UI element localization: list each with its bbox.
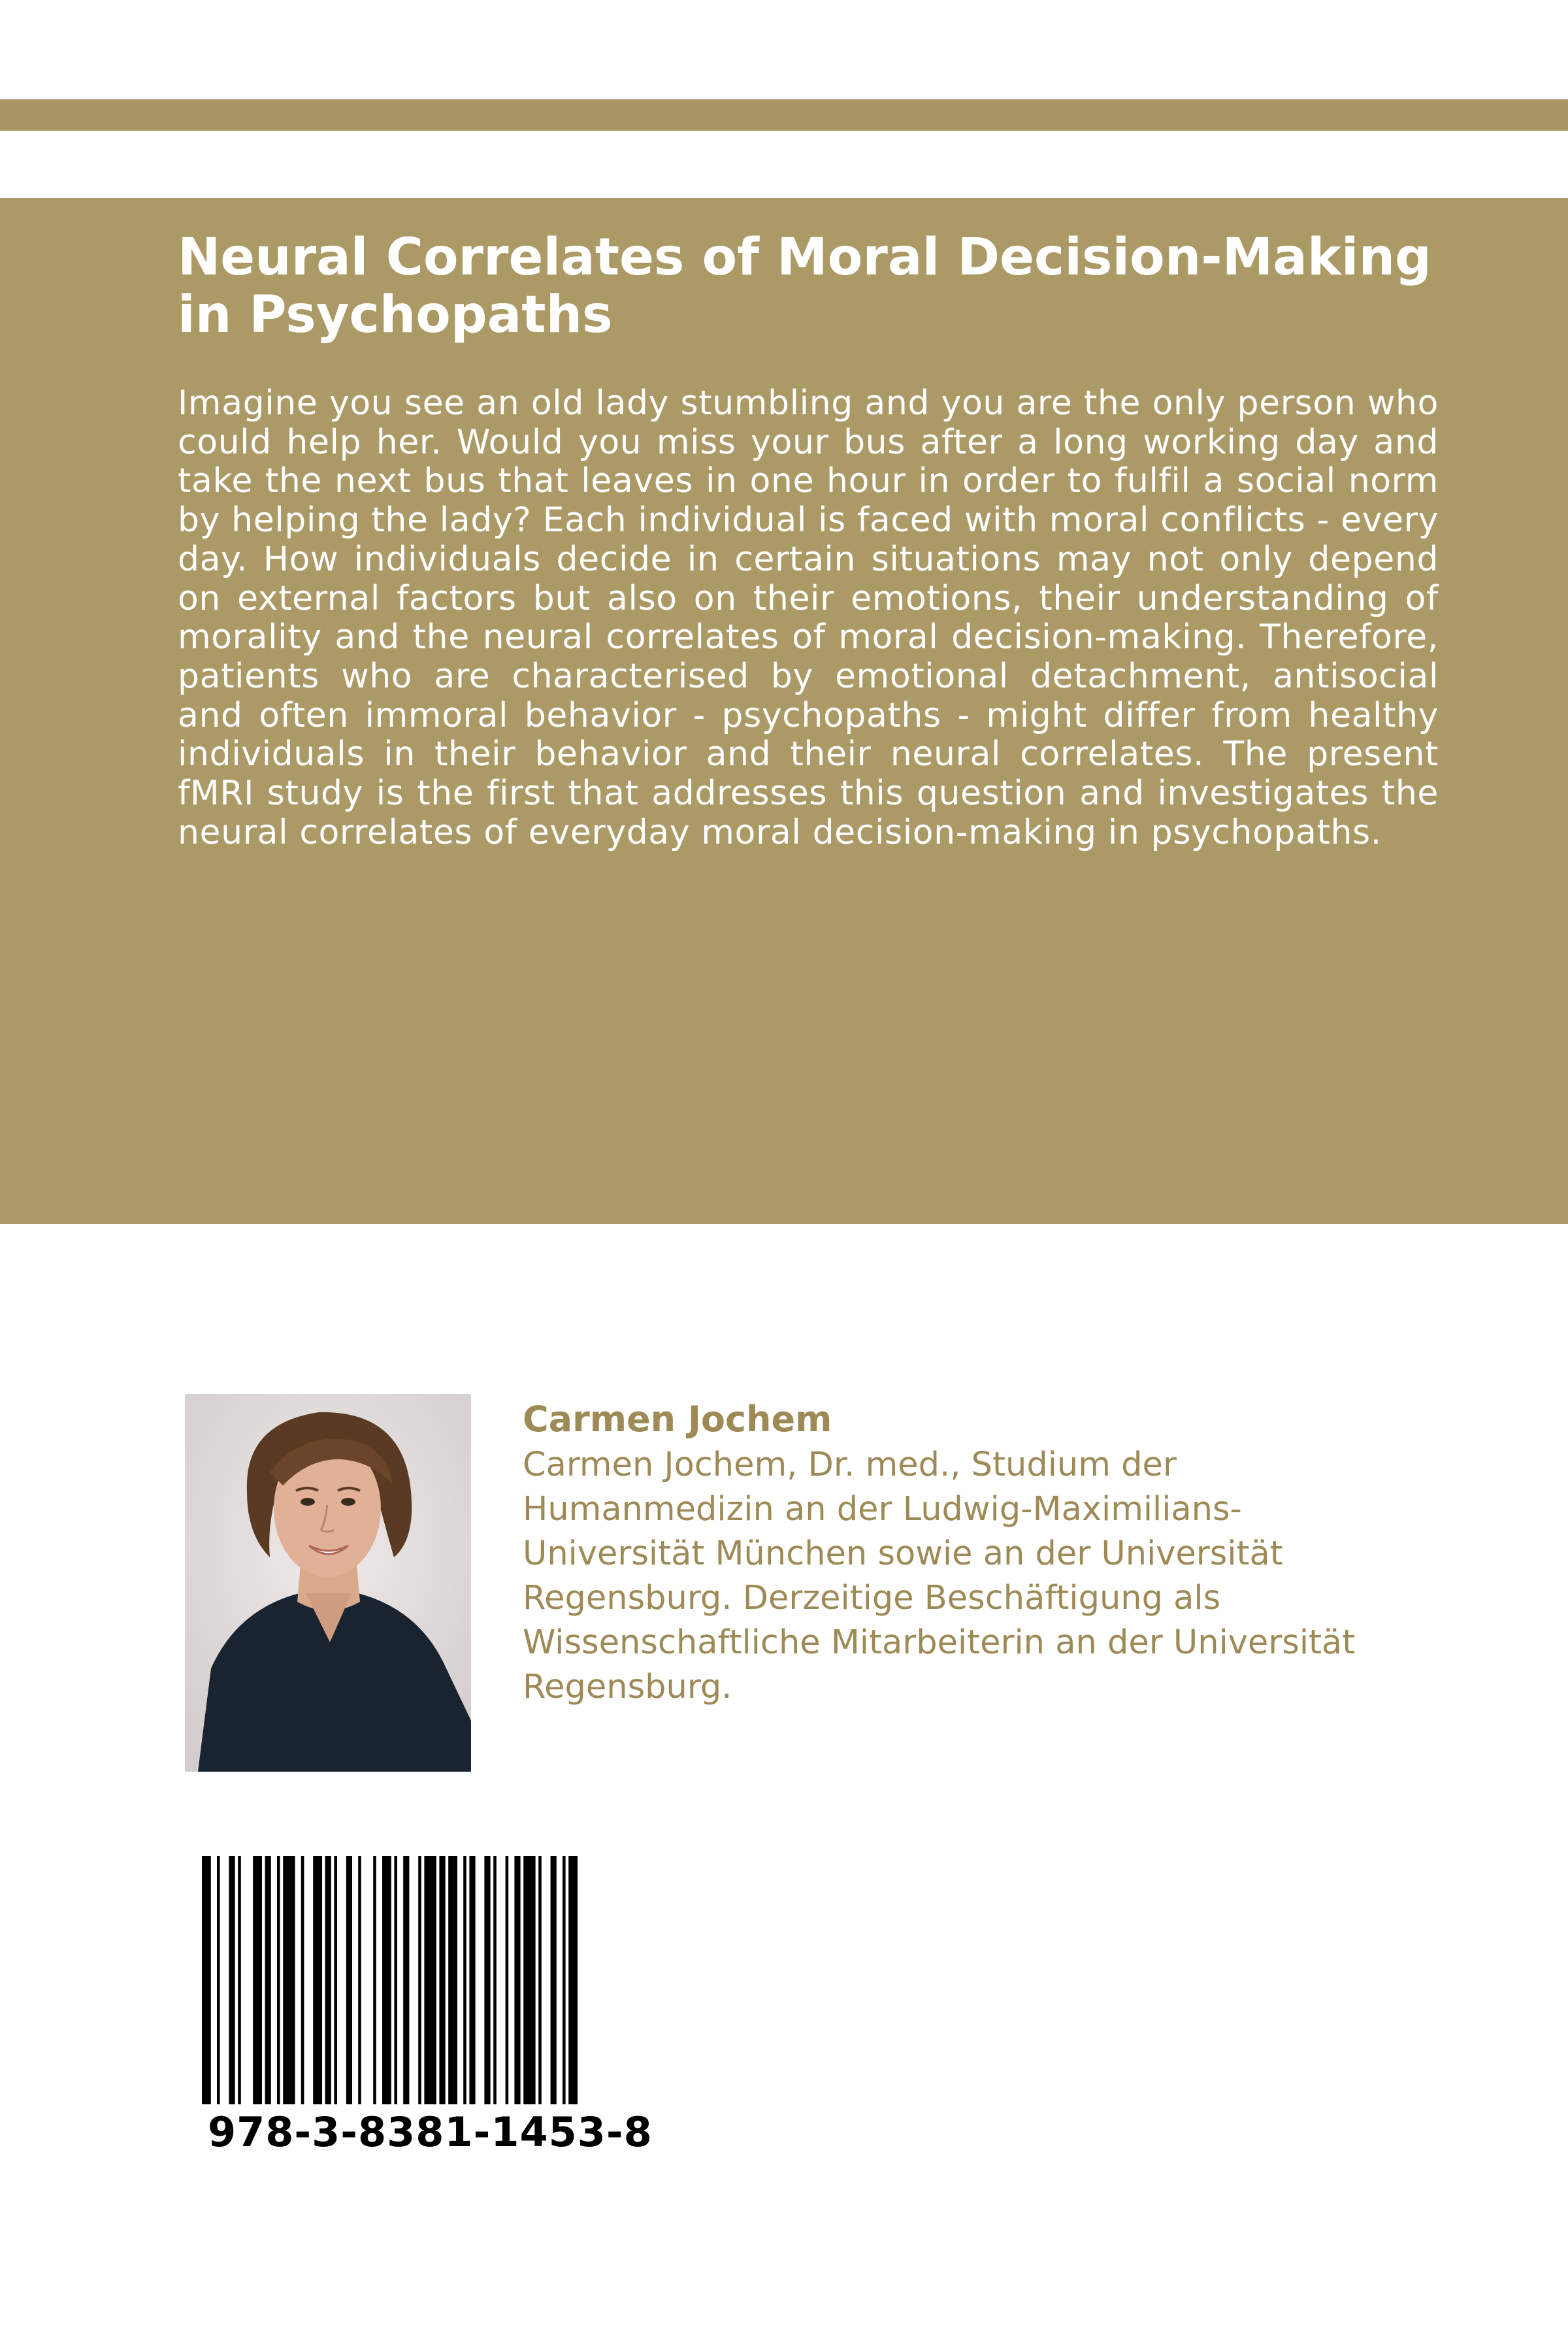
- barcode-bar: [217, 1856, 220, 2104]
- barcode-bar: [346, 1856, 352, 2104]
- barcode-bar: [469, 1856, 475, 2104]
- book-blurb: Imagine you see an old lady stumbling and you are the only person who could help her. Would you miss your bus after a long working day and take the next bus that leaves in one hour in order to fulfil a social norm by helping the lady? Each individual is faced with moral conflicts - every day. How individuals decide in certain situations may not only depend on external factors but also on their emotions, their understanding of morality and the neural correlates of moral decision-making. Therefore, patients who are characterised by emotional detachment, antisocial and often immoral behavior - psychopaths - might differ from healthy individuals in their behavior and their neural correlates. The present fMRI study is the first that addresses this question and investigates the neural correlates of everyday moral decision-making in psychopaths.: [178, 384, 1439, 852]
- barcode-bar: [563, 1856, 566, 2104]
- barcode-bar: [202, 1856, 211, 2104]
- barcode-bar: [506, 1856, 509, 2104]
- barcode-bar: [334, 1856, 337, 2104]
- author-bio-line: Regensburg.: [523, 1668, 732, 1706]
- author-bio-line: Wissenschaftliche Mitarbeiterin an der Universität: [523, 1623, 1356, 1662]
- author-bio-line: Regensburg. Derzeitige Beschäftigung als: [523, 1579, 1221, 1617]
- barcode-bar: [382, 1856, 391, 2104]
- author-name: Carmen Jochem: [523, 1399, 832, 1440]
- barcode-bar: [358, 1856, 361, 2104]
- barcode-bar: [568, 1856, 578, 2104]
- barcode-bar: [424, 1856, 436, 2104]
- barcode-bar: [551, 1856, 557, 2104]
- book-title: Neural Correlates of Moral Decision-Making in Psychopaths: [178, 228, 1431, 344]
- barcode-bar: [538, 1856, 542, 2104]
- barcode-bar: [448, 1856, 457, 2104]
- barcode-bar: [229, 1856, 235, 2104]
- barcode-bar: [514, 1856, 520, 2104]
- barcode-bar: [493, 1856, 497, 2104]
- author-bio: [523, 1443, 1437, 1710]
- top-accent-stripe: [0, 99, 1568, 131]
- barcode-bar: [373, 1856, 376, 2104]
- isbn-number: 978-3-8381-1453-8: [208, 2108, 653, 2156]
- barcode-bar: [277, 1856, 280, 2104]
- barcode-bar: [283, 1856, 295, 2104]
- author-bio-line: Humanmedizin an der Ludwig-Maximilians-: [523, 1490, 1242, 1529]
- barcode-bar: [418, 1856, 421, 2104]
- barcode-bar: [313, 1856, 322, 2104]
- barcode-bar: [325, 1856, 331, 2104]
- barcode-bar: [523, 1856, 535, 2104]
- barcode-bar: [238, 1856, 241, 2104]
- author-bio-line: Universität München sowie an der Universität: [523, 1534, 1283, 1573]
- author-bio-line: Carmen Jochem, Dr. med., Studium der: [523, 1446, 1177, 1484]
- barcode-bar: [394, 1856, 397, 2104]
- barcode-bar: [484, 1856, 490, 2104]
- barcode-bar: [253, 1856, 262, 2104]
- isbn-barcode: [199, 1856, 663, 2107]
- barcode-bar: [439, 1856, 445, 2104]
- barcode-bar: [403, 1856, 409, 2104]
- barcode-bar: [463, 1856, 466, 2104]
- author-photo: [185, 1394, 471, 1772]
- barcode-bar: [265, 1856, 271, 2104]
- barcode-bar: [301, 1856, 304, 2104]
